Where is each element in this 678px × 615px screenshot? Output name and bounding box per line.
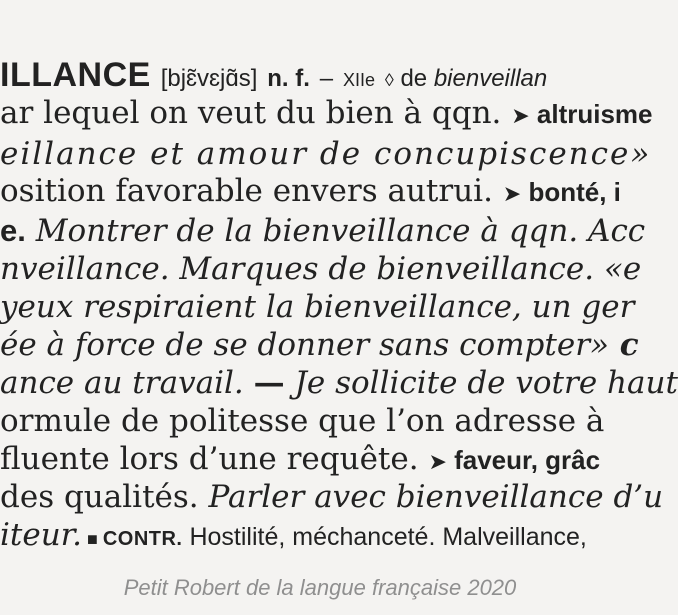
synonym: bonté, i <box>521 177 621 207</box>
quote-text: eillance et amour de concupiscence» <box>0 136 652 172</box>
entry-line-13 <box>0 516 640 554</box>
pronunciation: [bjɛ̃vɛjɑ̃s] <box>160 65 258 92</box>
definition-text: ormule de politesse que l’on adresse à <box>0 403 605 439</box>
contraries-text: Hostilité, méchanceté. Malveillance, <box>182 523 587 551</box>
etymology-separator-icon: ◊ <box>384 70 394 90</box>
example-text: Je sollicite de votre haut <box>284 365 678 401</box>
entry-line-11 <box>0 440 640 478</box>
entry-line-7 <box>0 288 640 326</box>
entry-line-2 <box>0 94 653 132</box>
example-text: nveillance. Marques de bienveillance. «e <box>0 251 642 287</box>
quote-text: ée à force de se donner sans compter» <box>0 327 609 363</box>
etymology-word: bienveillan <box>433 65 548 92</box>
entry-line-3 <box>0 135 652 173</box>
entry-line-4 <box>0 172 640 210</box>
definition-text: fluente lors d’une requête. <box>0 441 429 477</box>
etymology-century: XIIe <box>342 70 376 90</box>
arrow-icon: ➤ <box>511 104 530 129</box>
em-dash: — <box>253 365 285 401</box>
example-text: iteur. <box>0 517 82 553</box>
synonym: altruisme <box>529 99 653 129</box>
entry-line-8 <box>0 326 640 364</box>
quote-text: yeux respiraient la bienveillance, un ger <box>0 289 635 325</box>
entry-line-12 <box>0 478 664 516</box>
contraries-label: CONTR. <box>102 528 183 550</box>
example-text: ance au travail. <box>0 365 254 401</box>
square-bullet-icon: ■ <box>81 529 103 549</box>
source-initial: c <box>608 327 639 363</box>
dash: – <box>319 65 334 92</box>
grammar-label: n. f. <box>267 65 310 92</box>
definition-text: des qualités. <box>0 479 209 515</box>
entry-line-9 <box>0 364 678 402</box>
arrow-icon: ➤ <box>428 450 447 475</box>
headword: ILLANCE <box>0 56 151 94</box>
entry-line-5 <box>0 212 646 250</box>
source-caption: Petit Robert de la langue française 2020 <box>123 575 517 600</box>
example-text: Montrer de la bienveillance à qqn. Acc <box>25 213 646 249</box>
sense-marker: e. <box>0 213 26 248</box>
arrow-icon: ➤ <box>502 182 522 207</box>
example-text: Parler avec bienveillance d’u <box>208 479 664 515</box>
definition-text: ar lequel on veut du bien à qqn. <box>0 95 512 131</box>
etymology-text: de <box>393 65 434 92</box>
synonym: faveur, grâc <box>446 445 601 475</box>
entry-headline <box>0 56 640 94</box>
definition-text: osition favorable envers autrui. <box>0 173 503 209</box>
entry-line-10 <box>0 402 640 440</box>
entry-line-6 <box>0 250 640 288</box>
